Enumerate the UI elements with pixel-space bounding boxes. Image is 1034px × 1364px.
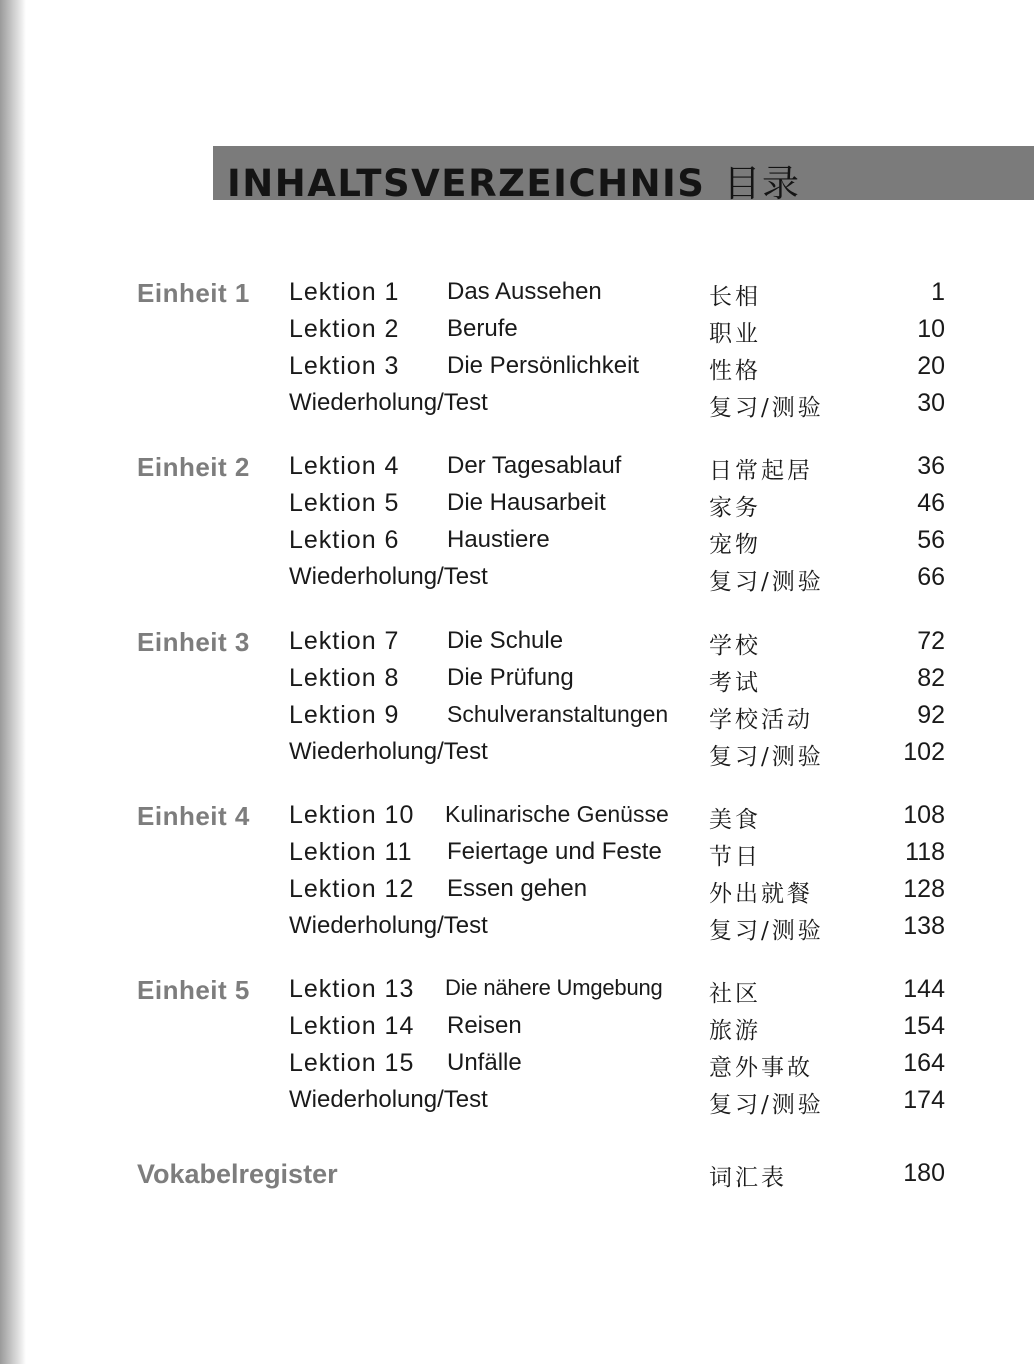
lesson-title-cn: 宠物 xyxy=(709,532,761,558)
lesson-number: Lektion 3 xyxy=(289,352,400,380)
lesson-number: Lektion 6 xyxy=(289,526,400,554)
lesson-number: Lektion 1 xyxy=(289,278,400,306)
review-label-cn: 复习/测验 xyxy=(709,1092,824,1118)
page-number: 66 xyxy=(917,563,945,591)
lesson-number: Lektion 5 xyxy=(289,489,400,517)
lesson-title-cn: 旅游 xyxy=(709,1018,761,1044)
lesson-number: Lektion 7 xyxy=(289,627,400,655)
lesson-number: Lektion 4 xyxy=(289,452,400,480)
lesson-title: Die Prüfung xyxy=(447,664,574,691)
lesson-title-cn: 日常起居 xyxy=(709,458,813,484)
vocab-label-cn: 词汇表 xyxy=(709,1165,787,1191)
page-number: 102 xyxy=(903,738,945,766)
lesson-title-cn: 长相 xyxy=(709,284,761,310)
toc-entry[interactable] xyxy=(0,352,1034,388)
page-number: 138 xyxy=(903,912,945,940)
review-label-cn: 复习/测验 xyxy=(709,395,824,421)
lesson-title-cn: 社区 xyxy=(709,981,761,1007)
lesson-title: Haustiere xyxy=(447,526,550,553)
lesson-number: Lektion 15 xyxy=(289,1049,415,1077)
page-number: 10 xyxy=(917,315,945,343)
page-number: 30 xyxy=(917,389,945,417)
toc-entry[interactable] xyxy=(0,701,1034,737)
toc-entry[interactable] xyxy=(0,315,1034,351)
review-label-cn: 复习/测验 xyxy=(709,569,824,595)
toc-entry[interactable] xyxy=(0,875,1034,911)
lesson-title: Schulveranstaltungen xyxy=(447,701,669,727)
unit-label: Einheit 5 xyxy=(137,975,250,1005)
review-label: Wiederholung/Test xyxy=(289,389,488,416)
toc-entry[interactable] xyxy=(0,452,1034,488)
toc-entry[interactable] xyxy=(0,278,1034,314)
lesson-title-cn: 节日 xyxy=(709,844,761,870)
unit-label: Einheit 2 xyxy=(137,452,250,482)
lesson-title-cn: 性格 xyxy=(709,358,761,384)
lesson-number: Lektion 13 xyxy=(289,975,415,1003)
toc-entry[interactable] xyxy=(0,1012,1034,1048)
toc-entry[interactable] xyxy=(0,1049,1034,1085)
unit-label: Einheit 1 xyxy=(137,278,250,308)
page-number: 118 xyxy=(905,838,945,866)
lesson-title-cn: 学校 xyxy=(709,633,761,659)
review-label: Wiederholung/Test xyxy=(289,563,488,590)
toc-entry-vocab[interactable] xyxy=(0,1159,1034,1195)
page-title xyxy=(227,153,800,207)
toc-entry-review[interactable] xyxy=(0,738,1034,774)
toc-entry[interactable] xyxy=(0,975,1034,1011)
page-title-de: INHALTSVERZEICHNIS xyxy=(227,162,706,205)
page-number: 108 xyxy=(903,801,945,829)
page-number: 144 xyxy=(903,975,945,1003)
lesson-title: Die nähere Umgebung xyxy=(445,975,663,1000)
page-number: 20 xyxy=(917,352,945,380)
toc-entry[interactable] xyxy=(0,664,1034,700)
page-number: 1 xyxy=(931,278,945,306)
page-number: 46 xyxy=(917,489,945,517)
page-number: 56 xyxy=(917,526,945,554)
lesson-title: Die Schule xyxy=(447,627,564,654)
lesson-title: Reisen xyxy=(447,1012,522,1039)
lesson-number: Lektion 14 xyxy=(289,1012,415,1040)
lesson-title-cn: 外出就餐 xyxy=(709,881,813,907)
lesson-number: Lektion 8 xyxy=(289,664,400,692)
page-number: 154 xyxy=(903,1012,945,1040)
toc-entry[interactable] xyxy=(0,489,1034,525)
lesson-title-cn: 职业 xyxy=(709,321,761,347)
page-number: 164 xyxy=(903,1049,945,1077)
page-number: 72 xyxy=(917,627,945,655)
lesson-title-cn: 家务 xyxy=(709,495,761,521)
lesson-title: Essen gehen xyxy=(447,875,588,902)
lesson-title: Die Persönlichkeit xyxy=(447,352,640,379)
page-number: 82 xyxy=(917,664,945,692)
lesson-number: Lektion 11 xyxy=(289,838,413,866)
lesson-title-cn: 考试 xyxy=(709,670,761,696)
vocab-label: Vokabelregister xyxy=(137,1159,338,1189)
lesson-number: Lektion 2 xyxy=(289,315,400,343)
lesson-number: Lektion 9 xyxy=(289,701,400,729)
page-number: 174 xyxy=(903,1086,945,1114)
lesson-title: Berufe xyxy=(447,315,518,342)
review-label-cn: 复习/测验 xyxy=(709,744,824,770)
review-label-cn: 复习/测验 xyxy=(709,918,824,944)
lesson-number: Lektion 10 xyxy=(289,801,415,829)
toc-entry[interactable] xyxy=(0,627,1034,663)
toc-entry-review[interactable] xyxy=(0,912,1034,948)
page-title-cn: 目录 xyxy=(723,162,801,205)
lesson-title: Das Aussehen xyxy=(447,278,602,305)
review-label: Wiederholung/Test xyxy=(289,1086,488,1113)
toc-entry-review[interactable] xyxy=(0,1086,1034,1122)
page-number: 180 xyxy=(903,1159,945,1187)
page-number: 92 xyxy=(917,701,945,729)
toc-entry-review[interactable] xyxy=(0,563,1034,599)
lesson-title: Feiertage und Feste xyxy=(447,838,662,865)
title-bar xyxy=(213,146,1034,205)
toc-entry[interactable] xyxy=(0,801,1034,837)
toc-entry[interactable] xyxy=(0,838,1034,874)
review-label: Wiederholung/Test xyxy=(289,912,488,939)
lesson-title: Der Tagesablauf xyxy=(447,452,622,479)
lesson-title-cn: 意外事故 xyxy=(709,1055,813,1081)
page-number: 36 xyxy=(917,452,945,480)
toc-entry[interactable] xyxy=(0,526,1034,562)
lesson-number: Lektion 12 xyxy=(289,875,415,903)
lesson-title: Die Hausarbeit xyxy=(447,489,606,516)
lesson-title-cn: 美食 xyxy=(709,807,761,833)
lesson-title: Kulinarische Genüsse xyxy=(445,801,669,827)
toc-entry-review[interactable] xyxy=(0,389,1034,425)
lesson-title-cn: 学校活动 xyxy=(709,707,813,733)
review-label: Wiederholung/Test xyxy=(289,738,488,765)
lesson-title: Unfälle xyxy=(447,1049,522,1076)
unit-label: Einheit 4 xyxy=(137,801,250,831)
page-number: 128 xyxy=(903,875,945,903)
unit-label: Einheit 3 xyxy=(137,627,250,657)
